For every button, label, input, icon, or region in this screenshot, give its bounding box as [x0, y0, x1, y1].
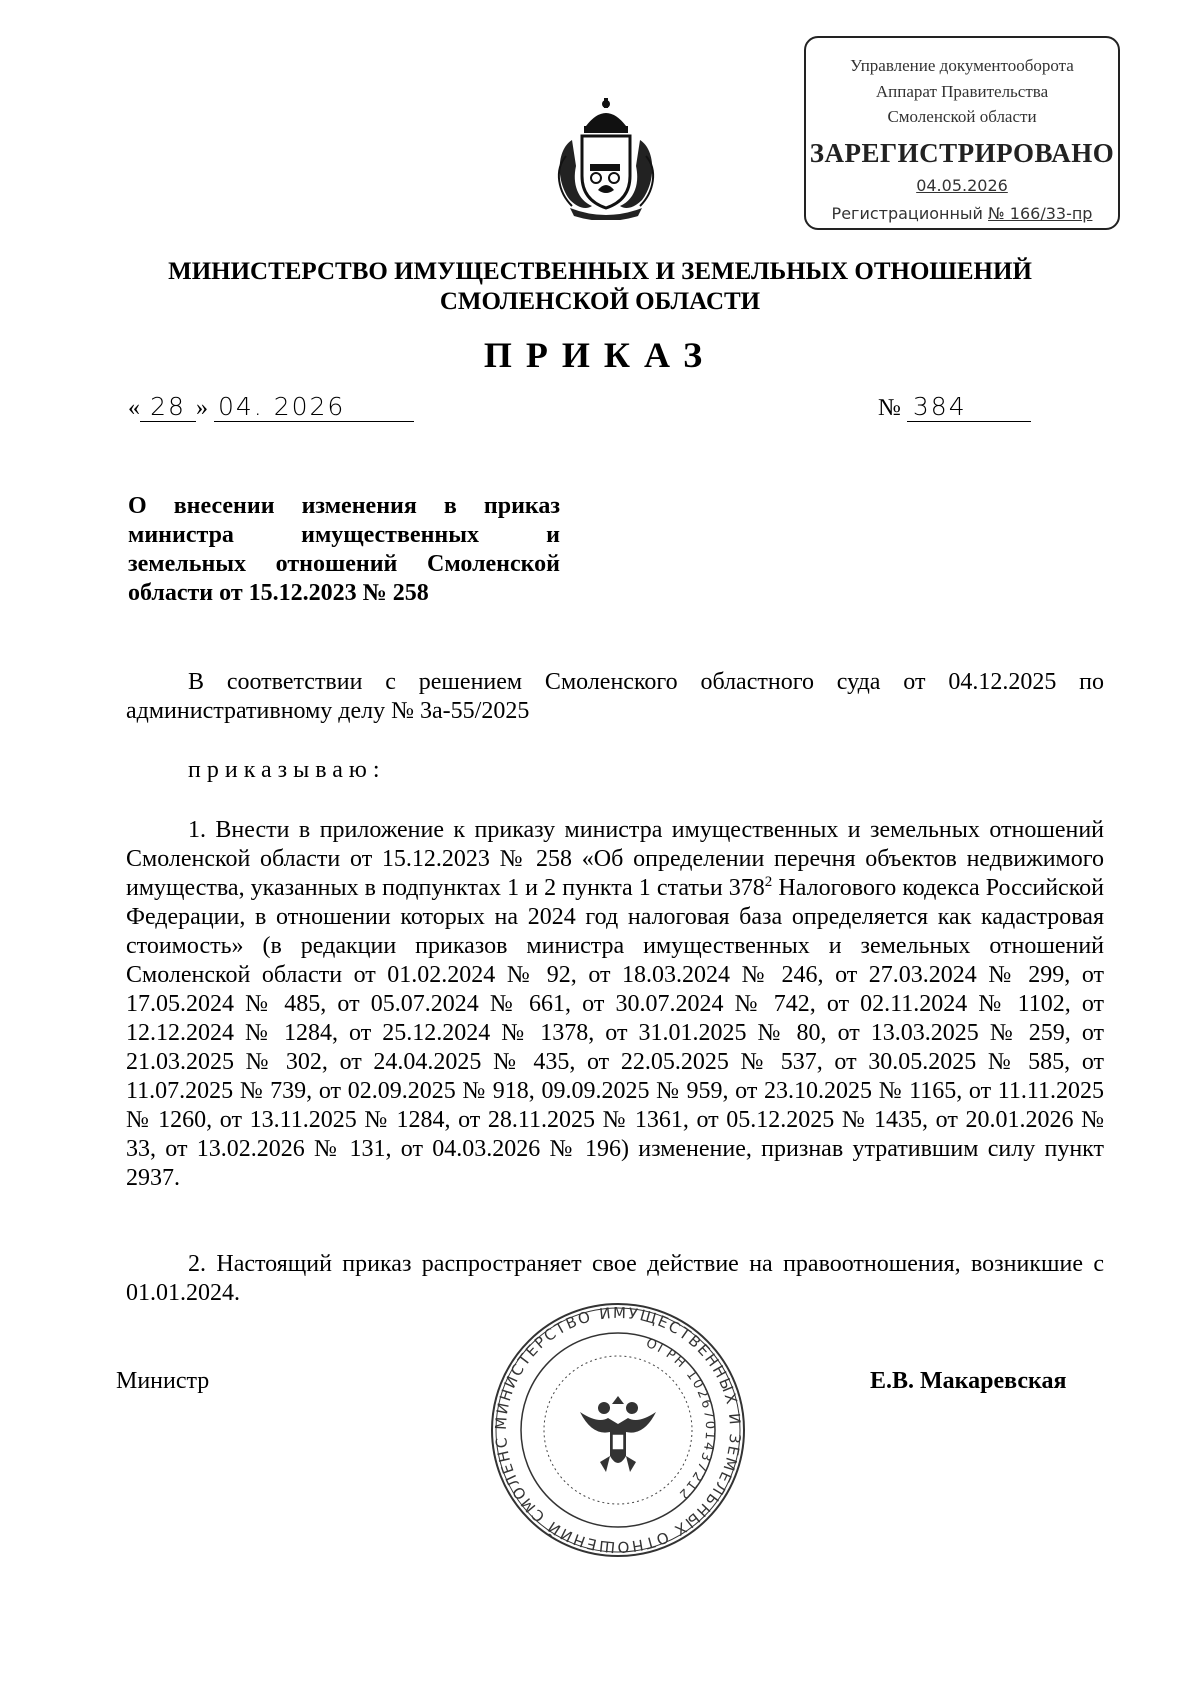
subject-line-4: области от 15.12.2023 № 258	[128, 580, 429, 606]
eagle-icon	[580, 1396, 656, 1472]
ministry-name-line-1: МИНИСТЕРСТВО ИМУЩЕСТВЕННЫХ И ЗЕМЕЛЬНЫХ ОТНОШЕНИЙ	[168, 258, 1032, 285]
registration-stamp	[804, 36, 1120, 230]
stamp-reg-number	[806, 204, 1118, 223]
order-subject	[128, 492, 560, 608]
intro-paragraph: В соответствии с решением Смоленского областного суда от 04.12.2025 по административному делу № 3а-55/2025	[126, 669, 1104, 724]
subject-line-2: министра имущественных и	[128, 522, 560, 548]
subject-line-1: О внесении изменения в приказ	[128, 493, 560, 519]
subject-line-3: земельных отношений Смоленской	[128, 551, 560, 577]
item-1-superscript: 2	[764, 874, 773, 890]
stamp-line-2: Аппарат Правительства	[875, 82, 1049, 101]
order-number-value: 384	[907, 392, 1031, 422]
document-type: ПРИКАЗ	[483, 335, 717, 375]
stamp-line-3: Смоленской области	[887, 107, 1037, 126]
seal-ogrn-text: ОГРН 1026701437212	[643, 1335, 718, 1503]
stamp-status: ЗАРЕГИСТРИРОВАНО	[809, 138, 1115, 168]
item-1-paragraph	[126, 816, 1104, 1193]
signer-position: Министр	[116, 1368, 210, 1394]
order-number	[878, 392, 1031, 422]
date-quote-close: »	[196, 395, 208, 421]
signer-name: Е.В. Макаревская	[870, 1368, 1067, 1394]
item-1-text-a: 1. Внести в приложение к приказу министра имущественных и земельных отношений Смоленской области от 15.12.2023 № 258 «Об определении перечня объектов недвижимого имущества, указанных в подпунктах 1 и 2 пункта 1 статьи 378	[126, 817, 1104, 901]
official-seal	[488, 1300, 748, 1560]
order-date	[128, 392, 414, 422]
coat-of-arms-icon	[552, 96, 660, 220]
stamp-line-1: Управление документооборота	[850, 56, 1074, 75]
stamp-reg-value: № 166/33-пр	[988, 204, 1093, 223]
ministry-name-line-2: СМОЛЕНСКОЙ ОБЛАСТИ	[439, 288, 761, 315]
seal-outer-text: МИНИСТЕРСТВО ИМУЩЕСТВЕННЫХ И ЗЕМЕЛЬНЫХ ОТНОШЕНИЙ СМОЛЕНС	[491, 1303, 745, 1557]
order-word: приказываю:	[188, 757, 386, 783]
stamp-reg-label: Регистрационный	[831, 204, 983, 223]
stamp-date: 04.05.2026	[916, 176, 1008, 195]
order-day: 28	[140, 392, 196, 422]
order-month-year: 04. 2026	[214, 392, 414, 422]
date-quote-open: «	[128, 395, 140, 421]
item-2-paragraph: 2. Настоящий приказ распространяет свое действие на правоотношения, возникшие с 01.01.2024.	[126, 1251, 1104, 1306]
order-number-label: №	[878, 395, 901, 421]
item-1-text-b: Налогового кодекса Российской Федерации, в отношении которых на 2024 год налоговая база определяется как кадастровая стоимость» (в редакции приказов министра имущественных и земельных отношений Смоленской области от 01.02.2024 № 92, от 18.03.2024 № 246, от 27.03.2024 № 299, от 17.05.2024 № 485, от 05.07.2024 № 661, от 30.07.2024 № 742, от 02.11.2024 № 1102, от 12.12.2024 № 1284, от 25.12.2024 № 1378, от 31.01.2025 № 80, от 13.03.2025 № 259, от 21.03.2025 № 302, от 24.04.2025 № 435, от 22.05.2025 № 537, от 30.05.2025 № 585, от 11.07.2025 № 739, от 02.09.2025 № 918, 09.09.2025 № 959, от 23.10.2025 № 1165, от 11.11.2025 № 1260, от 13.11.2025 № 1284, от 28.11.2025 № 1361, от 05.12.2025 № 1435, от 20.01.2026 № 33, от 13.02.2026 № 131, от 04.03.2026 № 196) изменение, признав утратившим силу пункт 2937.	[126, 875, 1104, 1191]
